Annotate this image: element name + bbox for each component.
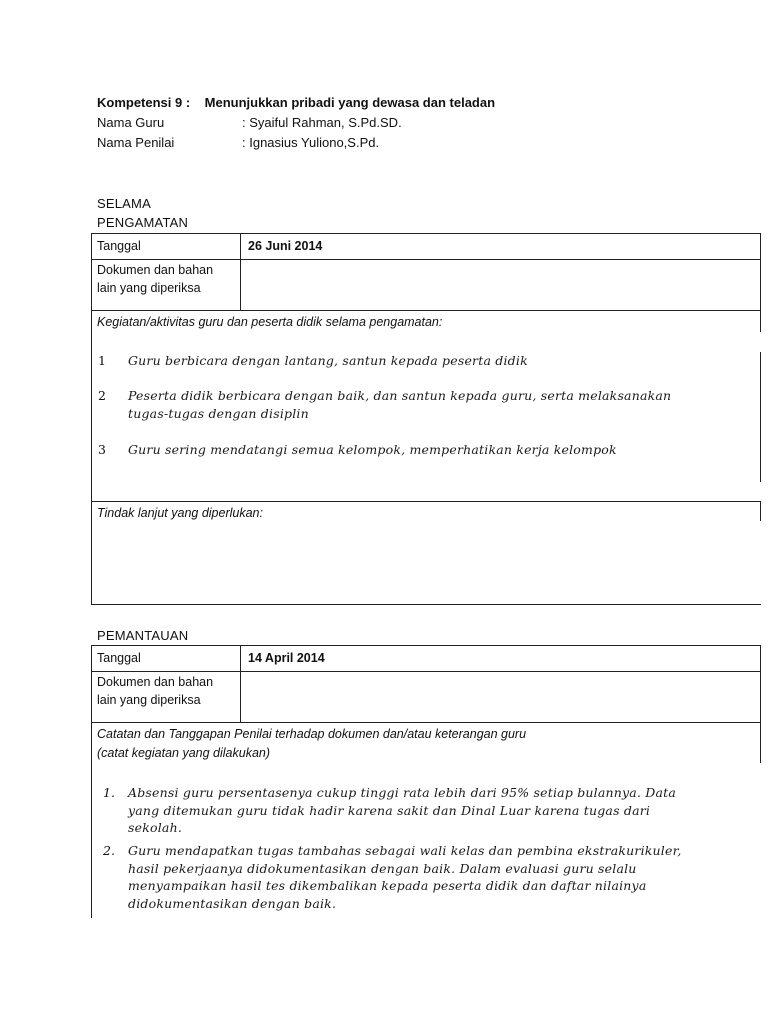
t1-item-2-num: 2 [98,388,106,403]
t2-tanggal-label: Tanggal [97,651,141,665]
t1-tindak-label: Tindak lanjut yang diperlukan: [97,506,263,520]
t1-item-3-text: Guru sering mendatangi semua kelompok, memperhatikan kerja kelompok [128,442,617,457]
t1-border-left [91,233,92,605]
t2-item-1-num: 1. [103,785,115,800]
t1-border-mid [240,233,241,310]
kompetensi-line [97,95,495,110]
t1-tanggal-label: Tanggal [97,239,141,253]
t1-kegiatan-label: Kegiatan/aktivitas guru dan peserta didik selama pengamatan: [97,315,443,329]
t2-border-mid [240,645,241,722]
t1-border-right-c [760,352,761,482]
nama-penilai-label: Nama Penilai [97,135,175,150]
pemantauan-title: PEMANTAUAN [97,628,189,643]
t1-border-bottom [91,604,761,605]
t2-dokumen-label: Dokumen dan bahan lain yang diperiksa [97,675,214,707]
t2-border-top [91,645,761,646]
t2-border-row2 [91,722,761,723]
selama-title: SELAMA PENGAMATAN [97,196,189,230]
t2-tanggal-value: 14 April 2014 [248,651,325,665]
nama-guru-line [97,115,402,130]
t1-tanggal-value: 26 Juni 2014 [248,239,323,253]
t1-border-row1 [91,259,761,260]
t2-catatan-label: Catatan dan Tanggapan Penilai terhadap dokumen dan/atau keterangan guru (catat kegiatan yang dilakukan) [97,727,527,760]
t2-item-2-num: 2. [103,843,115,858]
t2-item-1-text: Absensi guru persentasenya cukup tinggi rata lebih dari 95% setiap bulannya. Data yang ditemukan guru tidak hadir karena sakit dan Dinal Luar karena tugas dari sekolah. [128,785,677,835]
t1-item-3-num: 3 [98,442,106,457]
kompetensi-label: Kompetensi 9 : [97,95,191,110]
nama-guru-value: : Syaiful Rahman, S.Pd.SD. [242,115,402,130]
t1-item-1-text: Guru berbicara dengan lantang, santun kepada peserta didik [128,353,528,368]
t1-border-right-d [760,501,761,521]
t2-item-2-text: Guru mendapatkan tugas tambahas sebagai wali kelas dan pembina ekstrakurikuler, hasil pekerjaanya didokumentasikan dengan baik. Dalam evaluasi guru selalu menyampaikan hasil tes dikembalikan kepada peserta didik dan daftar nilainya didokumentasikan dengan baik. [128,843,682,911]
nama-penilai-line [97,135,379,150]
t2-border-right [760,645,761,763]
t1-border-top [91,233,761,234]
t2-border-row1 [91,671,761,672]
t1-border-row2 [91,310,761,311]
t1-dokumen-label: Dokumen dan bahan lain yang diperiksa [97,263,214,295]
t1-item-1-num: 1 [98,353,106,368]
t1-border-right-a [760,233,761,310]
t1-item-2-text: Peserta didik berbicara dengan baik, dan santun kepada guru, serta melaksanakan tugas-tugas dengan disiplin [128,388,672,421]
t2-border-left [91,645,92,918]
nama-guru-label: Nama Guru [97,115,165,130]
kompetensi-value: Menunjukkan pribadi yang dewasa dan teladan [204,95,496,110]
t1-border-row3 [91,501,761,502]
t1-border-right-b [760,310,761,332]
nama-penilai-value: : Ignasius Yuliono,S.Pd. [242,135,380,150]
